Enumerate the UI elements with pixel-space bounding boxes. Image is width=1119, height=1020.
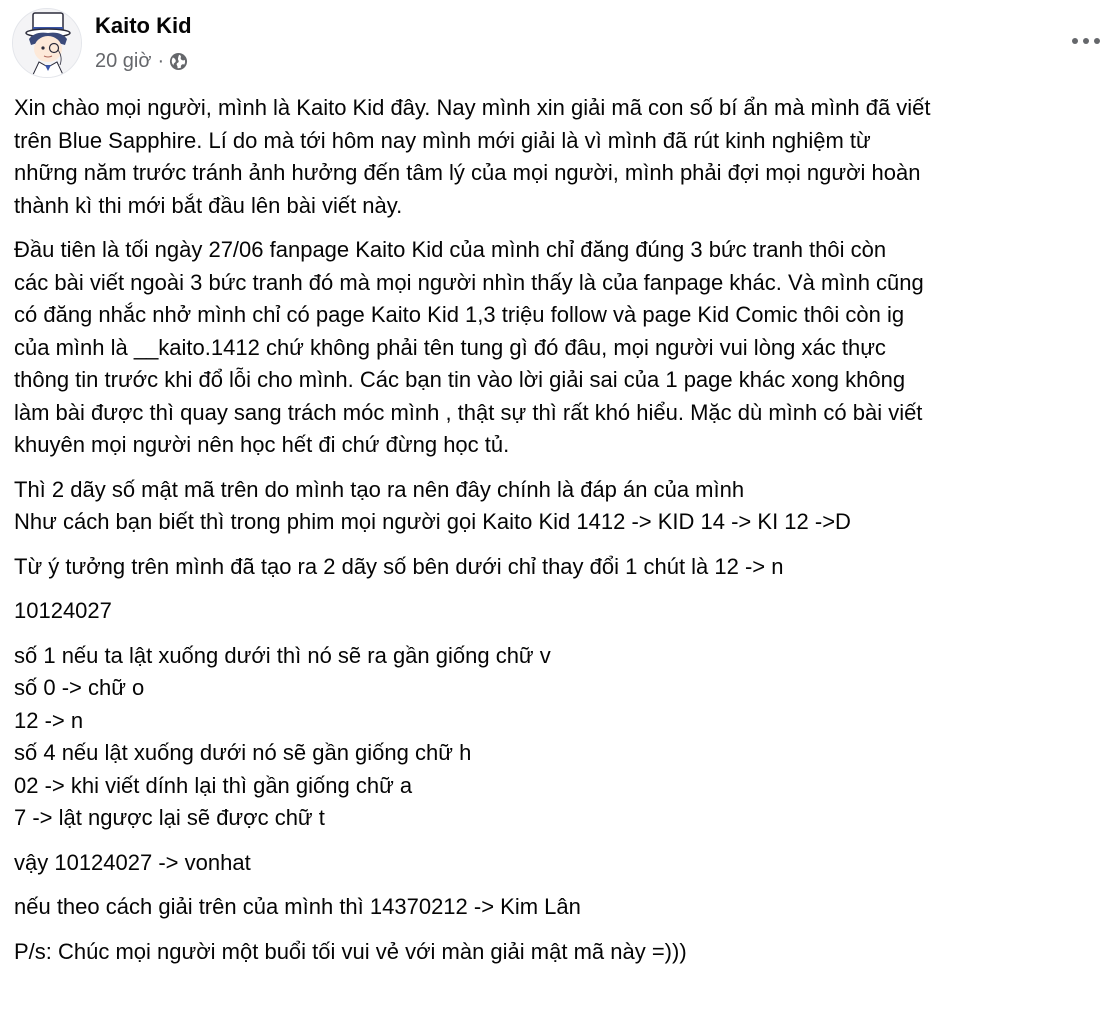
post-timestamp[interactable]: 20 giờ (95, 49, 152, 72)
kaito-kid-avatar-icon (13, 9, 82, 78)
post-text-line: 12 -> n (14, 707, 84, 733)
author-name[interactable]: Kaito Kid (95, 13, 192, 38)
post-text-line: thành kì thi mới bắt đầu lên bài viết này. (14, 192, 403, 218)
post-paragraph (14, 234, 1112, 462)
post-text-line: số 0 -> chữ o (14, 675, 145, 700)
post-text-line: P/s: Chúc mọi người một buổi tối vui vẻ với màn giải mật mã này =))) (14, 938, 687, 964)
post-text-line: nếu theo cách giải trên của mình thì 14370212 -> Kim Lân (14, 894, 581, 919)
post-text-line: 10124027 (14, 598, 112, 623)
more-options-button[interactable] (1069, 26, 1103, 56)
post-text-line: vậy 10124027 -> vonhat (14, 849, 251, 875)
post-meta (95, 48, 188, 74)
post-paragraph (14, 551, 1112, 584)
meta-separator: · (157, 49, 165, 72)
post-paragraph (14, 474, 1112, 539)
post-header (12, 8, 1107, 80)
post-paragraph (14, 891, 1112, 924)
post-text-line: số 1 nếu ta lật xuống dưới thì nó sẽ ra gần giống chữ v (14, 642, 551, 668)
post-text-line: thông tin trước khi đổ lỗi cho mình. Các bạn tin vào lời giải sai của 1 page khác xong không (14, 367, 906, 392)
post-text-line: 7 -> lật ngược lại sẽ được chữ t (14, 805, 325, 830)
author-avatar[interactable] (12, 8, 82, 78)
post-paragraph (14, 640, 1112, 835)
post-paragraph (14, 595, 1112, 628)
post-text-line: 02 -> khi viết dính lại thì gần giống chữ a (14, 772, 413, 798)
globe-icon[interactable] (169, 52, 188, 71)
post-text-line: các bài viết ngoài 3 bức tranh đó mà mọi người nhìn thấy là của fanpage khác. Và mình cũng (14, 269, 924, 295)
post-text-line: Như cách bạn biết thì trong phim mọi người gọi Kaito Kid 1412 -> KID 14 -> KI 12 ->D (14, 509, 851, 534)
post-text-line: trên Blue Sapphire. Lí do mà tới hôm nay mình mới giải là vì mình đã rút kinh nghiệm từ (14, 127, 871, 153)
post-paragraph (14, 936, 1112, 969)
post-text-line: có đăng nhắc nhở mình chỉ có page Kaito Kid 1,3 triệu follow và page Kid Comic thôi còn ig (14, 302, 905, 327)
post-text-line: Xin chào mọi người, mình là Kaito Kid đây. Nay mình xin giải mã con số bí ẩn mà mình đã viết (14, 95, 931, 120)
post-text-line: Đầu tiên là tối ngày 27/06 fanpage Kaito Kid của mình chỉ đăng đúng 3 bức tranh thôi còn (14, 237, 887, 262)
post-paragraph (14, 92, 1112, 222)
post-body (14, 92, 1112, 980)
post-text-line: số 4 nếu lật xuống dưới nó sẽ gần giống chữ h (14, 740, 472, 765)
post-text-line: của mình là __kaito.1412 chứ không phải tên tung gì đó đâu, mọi người vui lòng xác thực (14, 334, 886, 360)
post-paragraph (14, 847, 1112, 880)
post-text-line: những năm trước tránh ảnh hưởng đến tâm lý của mọi người, mình phải đợi mọi người hoàn (14, 160, 921, 185)
post-text-line: khuyên mọi người nên học hết đi chứ đừng học tủ. (14, 432, 510, 457)
more-options-icon (1071, 37, 1101, 45)
post-text-line: Từ ý tưởng trên mình đã tạo ra 2 dãy số bên dưới chỉ thay đổi 1 chút là 12 -> n (14, 553, 784, 579)
post-text-line: Thì 2 dãy số mật mã trên do mình tạo ra nên đây chính là đáp án của mình (14, 476, 745, 502)
post-text-line: làm bài được thì quay sang trách móc mình , thật sự thì rất khó hiểu. Mặc dù mình có bài viết (14, 399, 923, 425)
